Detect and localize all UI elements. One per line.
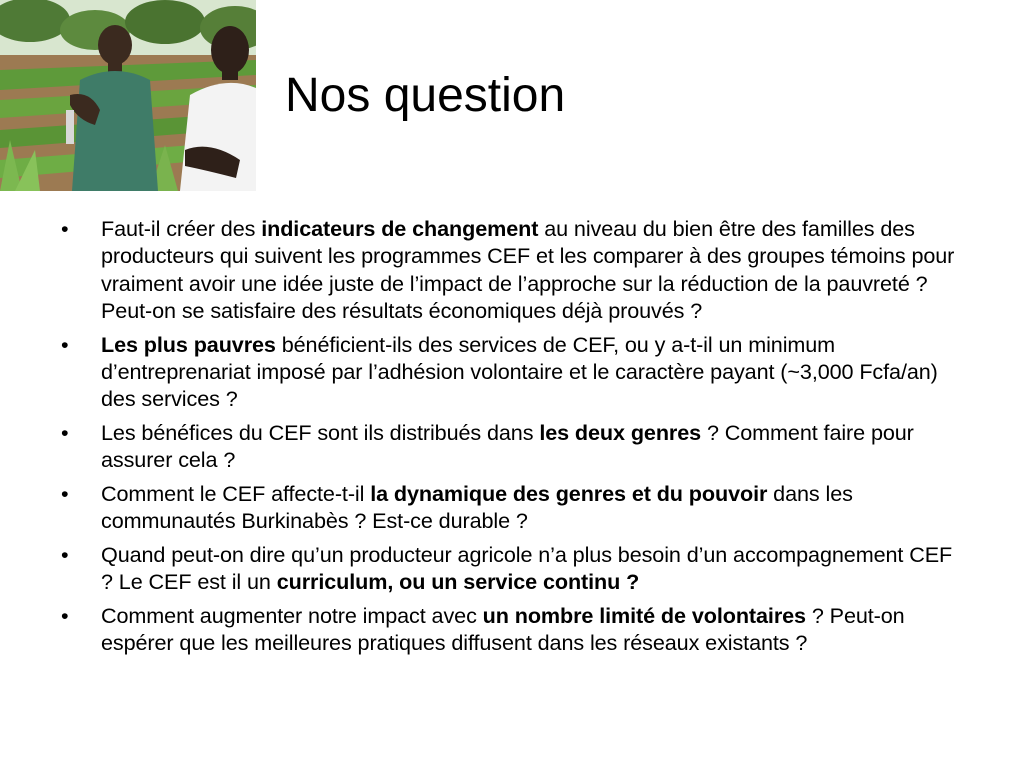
bullet-text xyxy=(101,542,952,594)
bullet-emphasis: les deux genres xyxy=(539,419,702,445)
bullet-segment: Les bénéfices du CEF sont ils distribués dans xyxy=(101,419,540,445)
bullet-marker-icon: • xyxy=(61,541,69,567)
bullet-emphasis: la dynamique des genres et du pouvoir xyxy=(370,480,768,506)
farmers-field-photo xyxy=(0,0,256,191)
bullet-marker-icon: • xyxy=(61,216,69,241)
slide-title: Nos question xyxy=(285,69,566,122)
bullet-segment: dans les communautés Burkinabès ? Est-ce durable ? xyxy=(101,480,853,534)
bullet-emphasis: un nombre limité de volontaires xyxy=(482,602,806,628)
bullet-marker-icon: • xyxy=(61,331,69,357)
bullet-text xyxy=(101,216,954,323)
bullet-emphasis: Les plus pauvres xyxy=(101,331,276,357)
bullet-segment: Faut-il créer des xyxy=(101,216,262,241)
bullet-item xyxy=(61,419,966,474)
bullet-text xyxy=(101,332,938,412)
bullet-text xyxy=(101,603,905,655)
bullet-text xyxy=(101,481,853,533)
bullet-segment: au niveau du bien être des familles des producteurs qui suivent les programmes CEF et les comparer à des groupes témoins pour vraiment avoir une idée juste de l’impact de l’approche sur la réduction de la pauvreté ? Peut-on se satisfaire des résultats économiques déjà prouvés ? xyxy=(101,216,955,323)
bullet-list xyxy=(61,215,966,663)
bullet-item xyxy=(61,331,966,413)
bullet-marker-icon: • xyxy=(61,602,69,628)
bullet-segment: Comment augmenter notre impact avec xyxy=(101,602,483,628)
bullet-item xyxy=(61,602,966,657)
bullet-emphasis: curriculum, ou un service continu ? xyxy=(276,569,640,595)
bullet-emphasis: indicateurs de changement xyxy=(261,216,539,241)
bullet-item xyxy=(61,215,966,324)
bullet-segment: Quand peut-on dire qu’un producteur agricole n’a plus besoin d’un accompagnement CEF ? Le CEF est il un xyxy=(101,541,953,595)
bullet-segment: ? Peut-on espérer que les meilleures pratiques diffusent dans les réseaux existants ? xyxy=(101,602,905,656)
bullet-segment: ? Comment faire pour assurer cela ? xyxy=(101,419,914,473)
bullet-marker-icon: • xyxy=(61,419,69,445)
bullet-item xyxy=(61,541,966,596)
bullet-segment: Comment le CEF affecte-t-il xyxy=(101,480,371,506)
bullet-text xyxy=(101,420,914,472)
bullet-item xyxy=(61,480,966,535)
bullet-marker-icon: • xyxy=(61,480,69,506)
bullet-segment: bénéficient-ils des services de CEF, ou y a-t-il un minimum d’entreprenariat imposé par l’adhésion volontaire et le caractère payant (~3,000 Fcfa/an) des services ? xyxy=(101,331,938,412)
